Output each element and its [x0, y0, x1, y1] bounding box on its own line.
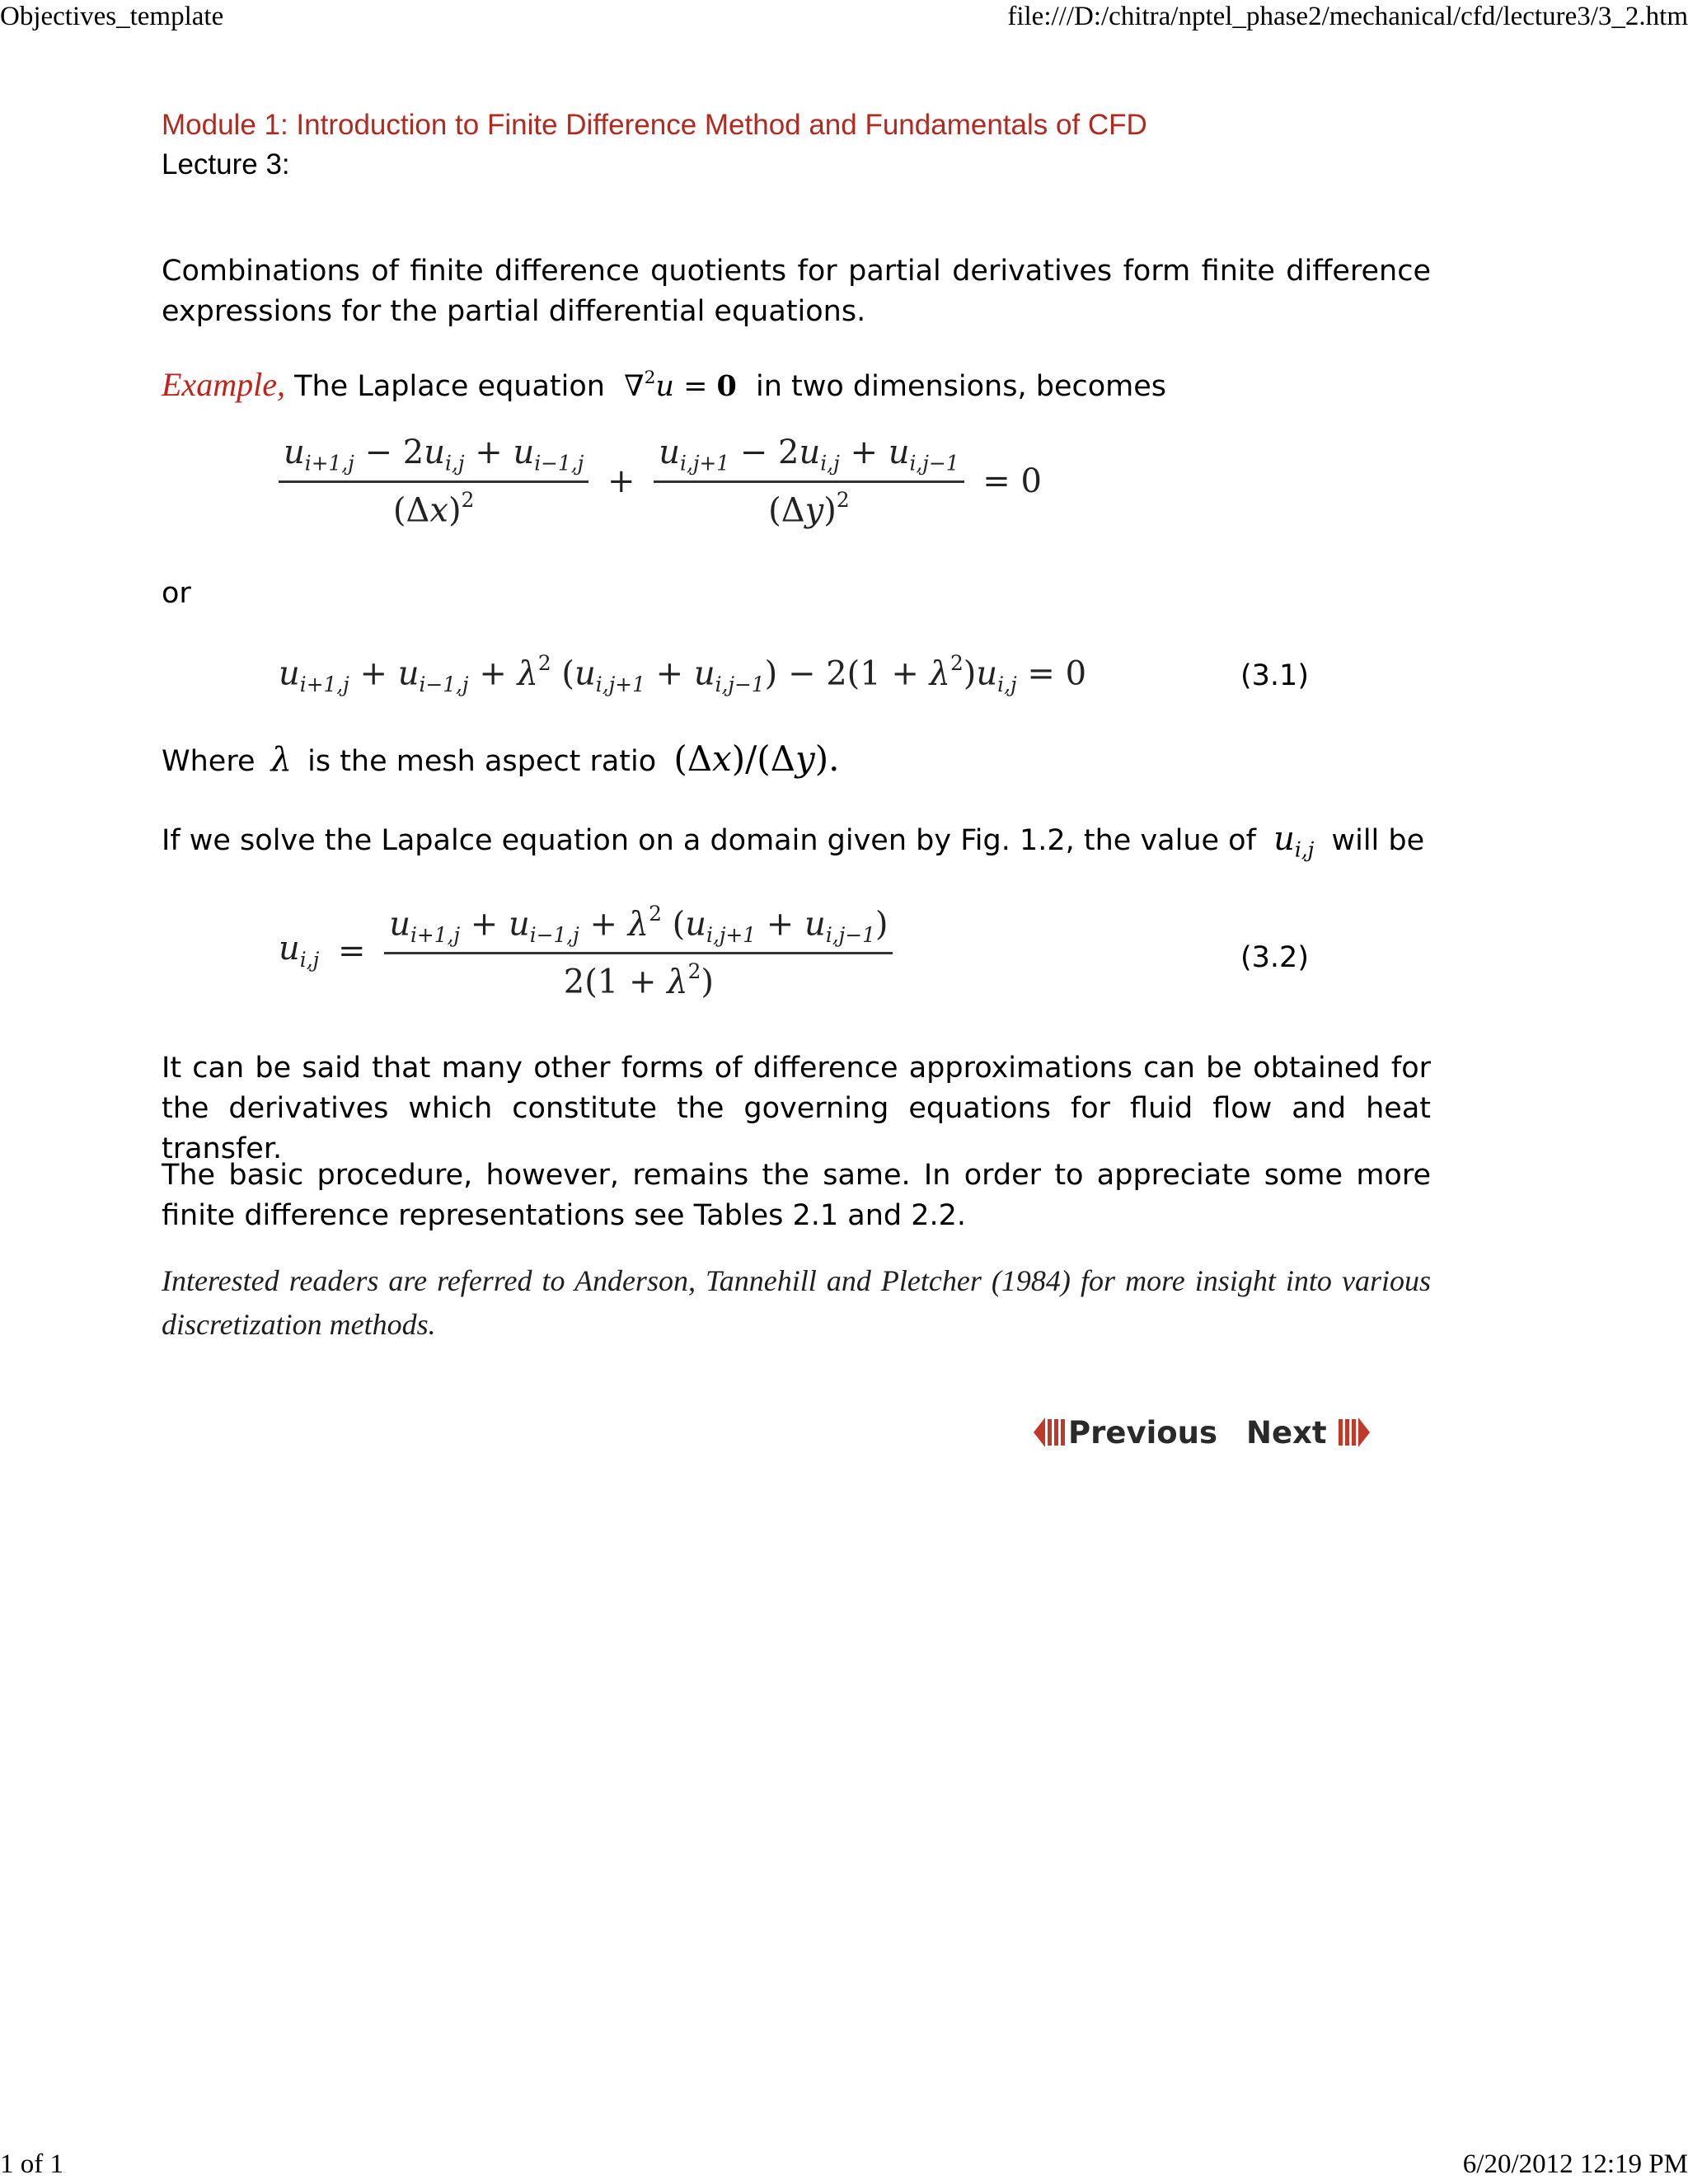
- example-label: Example,: [162, 366, 285, 404]
- equation-3-1: $u_{i+1,j} + u_{i-1,j} + \lambda^2$ $(u_{i,j+1} + u_{i,j-1}) - 2(1 + \lambda^2)u_{i,j} = 0$: [279, 651, 1087, 697]
- print-footer-page: 1 of 1: [0, 2149, 63, 2179]
- equation-fd-laplace: $\frac{u_{i+1,j} - 2u_{i,j} + u_{i-1,j}}{(\Delta x)^2}$ + $\frac{u_{i,j+1} - 2u_{i,j} + u_{i,j-1}}{(\Delta y)^2}$ = 0: [279, 434, 1050, 529]
- module-title: Module 1: Introduction to Finite Difference Method and Fundamentals of CFD: [162, 109, 1147, 141]
- previous-label: Previous: [1068, 1414, 1218, 1451]
- solve-after: will be: [1331, 824, 1425, 857]
- basic-procedure-paragraph: The basic procedure, however, remains the same. In order to appreciate some more finite difference representations see Tables 2.1 and 2.2.: [162, 1159, 1431, 1232]
- previous-arrow-icon: [1032, 1414, 1068, 1451]
- equation-number-3-1: (3.1): [1240, 659, 1309, 692]
- solve-line: [162, 819, 1431, 870]
- previous-button[interactable]: [1032, 1411, 1217, 1454]
- many-forms-paragraph: It can be said that many other forms of difference approximations can be obtained for the derivatives which constitute the governing equations for fluid flow and heat transfer.: [162, 1052, 1431, 1165]
- lambda-symbol: λ: [270, 741, 292, 779]
- lecture-title: Lecture 3:: [162, 148, 290, 180]
- where-line: [162, 738, 1431, 782]
- laplace-formula: ∇$^2$u = 0: [624, 368, 737, 404]
- example-line: [162, 358, 1431, 407]
- u-ij-symbol: $u_{i,j}$: [1273, 820, 1315, 862]
- print-header-title: Objectives_template: [0, 2, 224, 31]
- equation-number-3-2: (3.2): [1240, 941, 1309, 974]
- intro-paragraph: Combinations of finite difference quotients for partial derivatives form finite difference expressions for the partial differential equations.: [162, 255, 1431, 328]
- next-button[interactable]: [1246, 1411, 1372, 1454]
- reference-paragraph: Interested readers are referred to Anderson, Tannehill and Pletcher (1984) for more insight into various discretization methods.: [162, 1264, 1431, 1341]
- print-footer-datetime: 6/20/2012 12:19 PM: [1462, 2149, 1688, 2179]
- print-header-url: file:///D:/chitra/nptel_phase2/mechanical/cfd/lecture3/3_2.htm: [1007, 2, 1688, 31]
- example-text-before: The Laplace equation: [294, 370, 605, 404]
- next-label: Next: [1246, 1414, 1327, 1451]
- where-middle: is the mesh aspect ratio: [307, 745, 657, 778]
- or-text: or: [162, 577, 191, 610]
- example-text-after: in two dimensions, becomes: [756, 370, 1166, 404]
- equation-3-2: $u_{i,j}$ = $\frac{u_{i+1,j} + u_{i-1,j} + \lambda^2 (u_{i,j+1} + u_{i,j-1})}{2(1 + \lambda^2)}$: [279, 902, 893, 1001]
- solve-before: If we solve the Lapalce equation on a domain given by Fig. 1.2, the value of: [162, 824, 1256, 857]
- next-arrow-icon: [1335, 1414, 1372, 1451]
- where-before: Where: [162, 745, 256, 778]
- aspect-ratio-formula: (Δx)/(Δy).: [673, 738, 840, 779]
